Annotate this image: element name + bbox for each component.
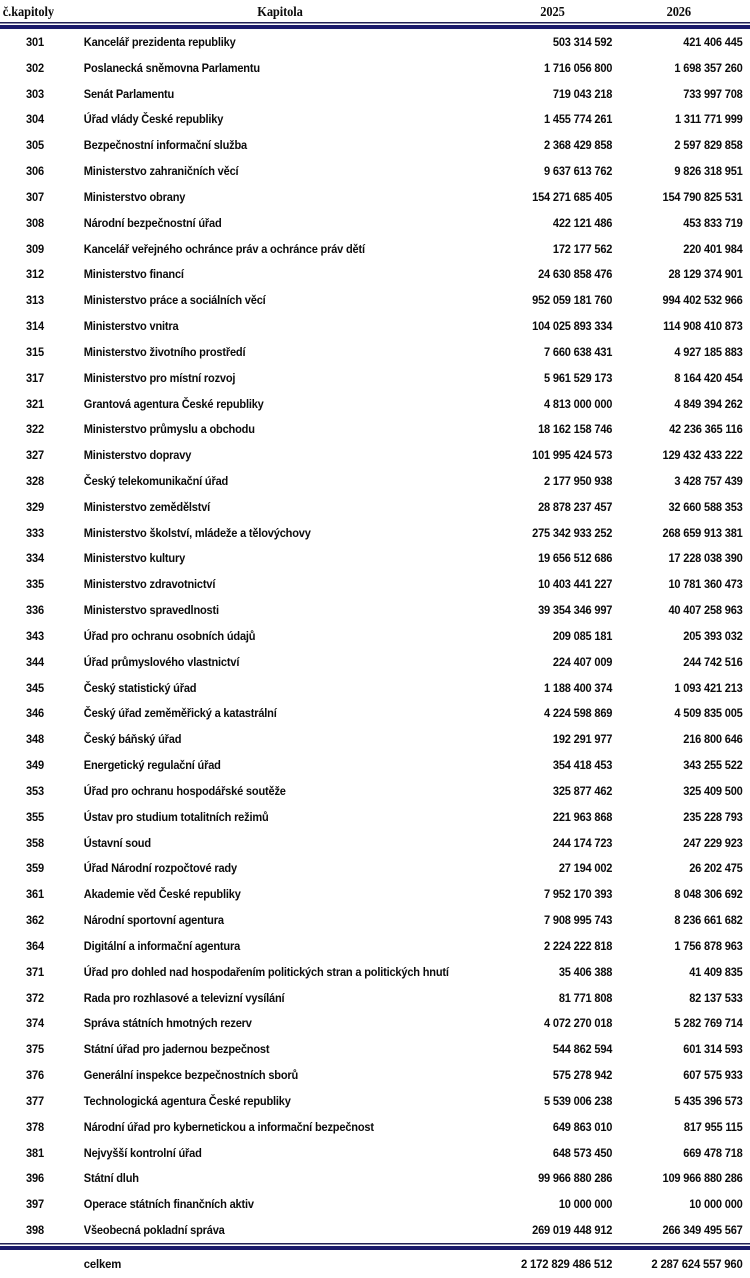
value-2025: 172 177 562 — [552, 241, 613, 256]
chapter-name: Správa státních hmotných rezerv — [83, 1016, 252, 1031]
value-2026: 1 756 878 963 — [674, 938, 743, 953]
value-2026: 154 790 825 531 — [662, 189, 743, 204]
chapter-number: 345 — [26, 680, 44, 695]
value-2025: 325 877 462 — [552, 783, 613, 798]
chapter-number: 321 — [26, 396, 44, 411]
column-header-2026: 2026 — [666, 4, 692, 19]
table-row — [0, 804, 750, 830]
table-row — [0, 236, 750, 262]
table-row — [0, 1191, 750, 1217]
chapter-number: 306 — [26, 164, 44, 179]
value-2026: 8 048 306 692 — [674, 887, 743, 902]
table-row — [0, 158, 750, 184]
value-2025: 422 121 486 — [552, 215, 613, 230]
value-2025: 7 952 170 393 — [544, 887, 613, 902]
chapter-name: Kancelář veřejného ochránce práv a ochránce práv dětí — [83, 241, 365, 256]
chapter-number: 344 — [26, 654, 44, 669]
value-2026: 325 409 500 — [683, 783, 743, 798]
chapter-name: Všeobecná pokladní správa — [83, 1223, 225, 1237]
chapter-number: 362 — [26, 913, 44, 928]
value-2026: 3 428 757 439 — [674, 473, 743, 488]
table-row — [0, 365, 750, 391]
value-2025: 10 000 000 — [558, 1197, 613, 1212]
chapter-number: 334 — [26, 551, 44, 566]
value-2026: 10 000 000 — [689, 1197, 743, 1212]
chapter-name: Operace státních finančních aktiv — [83, 1197, 254, 1212]
table-row — [0, 701, 750, 727]
value-2026: 82 137 533 — [689, 990, 743, 1005]
value-2026: 4 509 835 005 — [674, 706, 743, 721]
value-2026: 129 432 433 222 — [662, 448, 743, 463]
value-2025: 4 813 000 000 — [544, 396, 613, 411]
table-row — [0, 571, 750, 597]
value-2025: 24 630 858 476 — [538, 267, 613, 282]
chapter-number: 398 — [26, 1223, 44, 1237]
table-row — [0, 261, 750, 287]
table-row — [0, 546, 750, 572]
value-2025: 2 224 222 818 — [544, 938, 613, 953]
chapter-name: Úřad vlády České republiky — [83, 112, 224, 127]
chapter-name: Úřad pro ochranu hospodářské soutěže — [83, 783, 286, 798]
chapter-name: Národní sportovní agentura — [83, 913, 224, 928]
chapter-name: Ministerstvo spravedlnosti — [83, 603, 219, 618]
table-row — [0, 933, 750, 959]
chapter-number: 381 — [26, 1145, 44, 1160]
chapter-number: 376 — [26, 1068, 44, 1083]
chapter-name: Český úřad zeměměřický a katastrální — [83, 706, 277, 721]
value-2026: 421 406 445 — [683, 34, 743, 49]
value-2026: 220 401 984 — [683, 241, 743, 256]
table-row — [0, 675, 750, 701]
table-row — [0, 132, 750, 158]
value-2025: 9 637 613 762 — [544, 164, 613, 179]
chapter-number: 361 — [26, 887, 44, 902]
value-2026: 42 236 365 116 — [669, 422, 743, 437]
value-2025: 1 455 774 261 — [544, 112, 613, 127]
value-2026: 607 575 933 — [683, 1068, 743, 1083]
value-2025: 269 019 448 912 — [532, 1223, 613, 1237]
table-row — [0, 881, 750, 907]
total-row — [0, 1250, 750, 1278]
chapter-name: Poslanecká sněmovna Parlamentu — [83, 60, 260, 75]
chapter-name: Ministerstvo průmyslu a obchodu — [83, 422, 255, 437]
chapter-name: Ministerstvo zahraničních věcí — [83, 164, 239, 179]
value-2026: 817 955 115 — [683, 1119, 743, 1134]
chapter-number: 305 — [26, 138, 44, 153]
value-2025: 209 085 181 — [552, 628, 613, 643]
chapter-name: Technologická agentura České republiky — [83, 1093, 291, 1108]
value-2025: 28 878 237 457 — [538, 499, 613, 514]
chapter-name: Akademie věd České republiky — [83, 887, 241, 902]
value-2026: 8 236 661 682 — [674, 913, 743, 928]
value-2026: 205 393 032 — [683, 628, 743, 643]
table-row — [0, 1114, 750, 1140]
chapter-name: Národní bezpečnostní úřad — [83, 215, 222, 230]
table-row — [0, 985, 750, 1011]
value-2026: 28 129 374 901 — [668, 267, 743, 282]
value-2025: 2 368 429 858 — [544, 138, 613, 153]
chapter-number: 301 — [26, 34, 44, 49]
value-2026: 10 781 360 473 — [668, 577, 743, 592]
value-2026: 247 229 923 — [683, 835, 743, 850]
value-2026: 343 255 522 — [683, 758, 743, 773]
value-2025: 224 407 009 — [552, 654, 613, 669]
chapter-name: Český báňský úřad — [83, 732, 182, 747]
chapter-name: Úřad pro ochranu osobních údajů — [83, 628, 256, 643]
value-2026: 216 800 646 — [683, 732, 743, 747]
value-2026: 1 311 771 999 — [675, 112, 743, 127]
chapter-number: 302 — [26, 60, 44, 75]
value-2025: 101 995 424 573 — [532, 448, 613, 463]
table-row — [0, 830, 750, 856]
value-2025: 99 966 880 286 — [538, 1171, 613, 1186]
chapter-number: 355 — [26, 809, 44, 824]
value-2026: 268 659 913 381 — [662, 525, 743, 540]
total-value-2026: 2 287 624 557 960 — [651, 1257, 743, 1271]
table-row — [0, 442, 750, 468]
chapter-name: Ústav pro studium totalitních režimů — [83, 809, 269, 824]
table-row — [0, 778, 750, 804]
value-2026: 32 660 588 353 — [668, 499, 743, 514]
table-row — [0, 623, 750, 649]
value-2026: 453 833 719 — [683, 215, 743, 230]
chapter-name: Generální inspekce bezpečnostních sborů — [83, 1068, 299, 1083]
table-body — [0, 29, 750, 1243]
value-2025: 35 406 388 — [558, 964, 613, 979]
chapter-name: Ministerstvo zdravotnictví — [83, 577, 216, 592]
chapter-number: 303 — [26, 86, 44, 101]
chapter-name: Státní dluh — [83, 1171, 139, 1186]
table-row — [0, 856, 750, 882]
table-row — [0, 1140, 750, 1166]
chapter-name: Ministerstvo vnitra — [83, 319, 179, 334]
chapter-number: 317 — [26, 370, 44, 385]
value-2025: 7 908 995 743 — [544, 913, 613, 928]
value-2025: 719 043 218 — [552, 86, 613, 101]
chapter-name: Energetický regulační úřad — [83, 758, 221, 773]
chapter-name: Státní úřad pro jadernou bezpečnost — [83, 1042, 270, 1057]
chapter-number: 336 — [26, 603, 44, 618]
table-row — [0, 494, 750, 520]
chapter-number: 375 — [26, 1042, 44, 1057]
chapter-number: 327 — [26, 448, 44, 463]
table-row — [0, 391, 750, 417]
table-row — [0, 416, 750, 442]
value-2026: 1 093 421 213 — [674, 680, 743, 695]
chapter-number: 371 — [26, 964, 44, 979]
table-row — [0, 1165, 750, 1191]
table-header-row — [0, 0, 750, 22]
value-2026: 109 966 880 286 — [662, 1171, 743, 1186]
value-2026: 114 908 410 873 — [663, 319, 743, 334]
value-2026: 1 698 357 260 — [674, 60, 743, 75]
total-label: celkem — [83, 1257, 122, 1271]
chapter-name: Ministerstvo životního prostředí — [83, 344, 246, 359]
chapter-number: 349 — [26, 758, 44, 773]
value-2025: 649 863 010 — [552, 1119, 613, 1134]
value-2026: 4 927 185 883 — [674, 344, 743, 359]
table-row — [0, 1217, 750, 1243]
value-2025: 503 314 592 — [552, 34, 613, 49]
value-2026: 5 435 396 573 — [674, 1093, 743, 1108]
chapter-name: Úřad pro dohled nad hospodařením politických stran a politických hnutí — [83, 964, 449, 979]
value-2025: 648 573 450 — [552, 1145, 613, 1160]
chapter-number: 322 — [26, 422, 44, 437]
value-2025: 1 188 400 374 — [544, 680, 613, 695]
value-2025: 81 771 808 — [558, 990, 613, 1005]
value-2025: 192 291 977 — [552, 732, 613, 747]
column-header-2025: 2025 — [540, 4, 565, 19]
table-row — [0, 184, 750, 210]
table-row — [0, 726, 750, 752]
value-2026: 266 349 495 567 — [662, 1223, 743, 1237]
table-row — [0, 649, 750, 675]
chapter-name: Bezpečnostní informační služba — [83, 138, 247, 153]
chapter-name: Úřad Národní rozpočtové rady — [83, 861, 237, 876]
chapter-number: 396 — [26, 1171, 44, 1186]
chapter-number: 314 — [26, 319, 44, 334]
chapter-name: Ministerstvo kultury — [83, 551, 186, 566]
value-2026: 601 314 593 — [683, 1042, 743, 1057]
value-2026: 9 826 318 951 — [674, 164, 743, 179]
value-2025: 1 716 056 800 — [544, 60, 613, 75]
value-2026: 733 997 708 — [683, 86, 743, 101]
chapter-number: 313 — [26, 293, 44, 308]
chapter-name: Ministerstvo zemědělství — [83, 499, 211, 514]
value-2025: 7 660 638 431 — [544, 344, 613, 359]
chapter-number: 329 — [26, 499, 44, 514]
chapter-name: Národní úřad pro kybernetickou a informační bezpečnost — [83, 1119, 374, 1134]
table-row — [0, 597, 750, 623]
value-2026: 4 849 394 262 — [674, 396, 743, 411]
table-row — [0, 55, 750, 81]
value-2026: 994 402 532 966 — [662, 293, 743, 308]
table-row — [0, 106, 750, 132]
table-row — [0, 287, 750, 313]
chapter-number: 307 — [26, 189, 44, 204]
value-2026: 2 597 829 858 — [674, 138, 743, 153]
chapter-number: 343 — [26, 628, 44, 643]
table-row — [0, 81, 750, 107]
value-2025: 544 862 594 — [552, 1042, 613, 1057]
chapter-number: 308 — [26, 215, 44, 230]
value-2025: 244 174 723 — [552, 835, 613, 850]
value-2025: 275 342 933 252 — [532, 525, 613, 540]
value-2026: 5 282 769 714 — [674, 1016, 743, 1031]
table-row — [0, 29, 750, 55]
value-2025: 354 418 453 — [552, 758, 613, 773]
chapter-number: 348 — [26, 732, 44, 747]
chapter-number: 377 — [26, 1093, 44, 1108]
chapter-number: 364 — [26, 938, 44, 953]
chapter-name: Senát Parlamentu — [83, 86, 175, 101]
value-2026: 17 228 038 390 — [668, 551, 743, 566]
chapter-number: 353 — [26, 783, 44, 798]
table-row — [0, 1010, 750, 1036]
chapter-number: 333 — [26, 525, 44, 540]
table-row — [0, 339, 750, 365]
chapter-name: Grantová agentura České republiky — [83, 396, 264, 411]
chapter-name: Ministerstvo obrany — [83, 189, 186, 204]
chapter-number: 312 — [26, 267, 44, 282]
chapter-name: Český statistický úřad — [83, 680, 197, 695]
chapter-name: Úřad průmyslového vlastnictví — [83, 654, 240, 669]
value-2025: 952 059 181 760 — [532, 293, 613, 308]
value-2025: 4 224 598 869 — [544, 706, 613, 721]
value-2025: 27 194 002 — [558, 861, 613, 876]
chapter-name: Ministerstvo školství, mládeže a tělovýchovy — [83, 525, 311, 540]
chapter-name: Digitální a informační agentura — [83, 938, 241, 953]
total-value-2025: 2 172 829 486 512 — [520, 1257, 613, 1271]
chapter-name: Kancelář prezidenta republiky — [83, 34, 236, 49]
chapter-name: Ministerstvo dopravy — [83, 448, 192, 463]
chapter-number: 309 — [26, 241, 44, 256]
header-divider-rule — [0, 22, 750, 29]
table-row — [0, 1062, 750, 1088]
table-row — [0, 468, 750, 494]
value-2025: 18 162 158 746 — [538, 422, 613, 437]
chapter-number: 397 — [26, 1197, 44, 1212]
table-row — [0, 1036, 750, 1062]
value-2025: 10 403 441 227 — [538, 577, 613, 592]
chapter-name: Ministerstvo financí — [83, 267, 184, 282]
column-header-chapter-number: č.kapitoly — [2, 4, 54, 19]
table-row — [0, 907, 750, 933]
value-2025: 2 177 950 938 — [544, 473, 613, 488]
chapter-number: 359 — [26, 861, 44, 876]
chapter-name: Ústavní soud — [83, 835, 151, 850]
chapter-number: 328 — [26, 473, 44, 488]
chapter-name: Rada pro rozhlasové a televizní vysílání — [83, 990, 285, 1005]
value-2025: 575 278 942 — [552, 1068, 613, 1083]
chapter-number: 346 — [26, 706, 44, 721]
value-2026: 40 407 258 963 — [668, 603, 743, 618]
chapter-number: 304 — [26, 112, 44, 127]
chapter-number: 315 — [26, 344, 44, 359]
chapter-number: 374 — [26, 1016, 44, 1031]
chapter-number: 378 — [26, 1119, 44, 1134]
total-divider-rule — [0, 1243, 750, 1250]
chapter-name: Nejvyšší kontrolní úřad — [83, 1145, 202, 1160]
table-row — [0, 959, 750, 985]
value-2026: 235 228 793 — [683, 809, 743, 824]
chapter-name: Český telekomunikační úřad — [83, 473, 229, 488]
value-2025: 39 354 346 997 — [538, 603, 613, 618]
value-2026: 244 742 516 — [683, 654, 743, 669]
value-2026: 8 164 420 454 — [674, 370, 743, 385]
value-2025: 19 656 512 686 — [538, 551, 613, 566]
chapter-number: 335 — [26, 577, 44, 592]
table-row — [0, 313, 750, 339]
chapter-name: Ministerstvo pro místní rozvoj — [83, 370, 236, 385]
table-row — [0, 520, 750, 546]
value-2026: 41 409 835 — [689, 964, 743, 979]
table-row — [0, 210, 750, 236]
value-2025: 5 961 529 173 — [544, 370, 613, 385]
column-header-chapter-name: Kapitola — [257, 4, 303, 19]
chapter-number: 372 — [26, 990, 44, 1005]
value-2025: 5 539 006 238 — [544, 1093, 613, 1108]
chapter-name: Ministerstvo práce a sociálních věcí — [83, 293, 266, 308]
chapter-number: 358 — [26, 835, 44, 850]
value-2025: 4 072 270 018 — [544, 1016, 613, 1031]
table-row — [0, 1088, 750, 1114]
value-2025: 154 271 685 405 — [532, 189, 613, 204]
value-2025: 221 963 868 — [552, 809, 613, 824]
table-row — [0, 752, 750, 778]
value-2026: 669 478 718 — [683, 1145, 743, 1160]
value-2026: 26 202 475 — [689, 861, 743, 876]
value-2025: 104 025 893 334 — [532, 319, 613, 334]
